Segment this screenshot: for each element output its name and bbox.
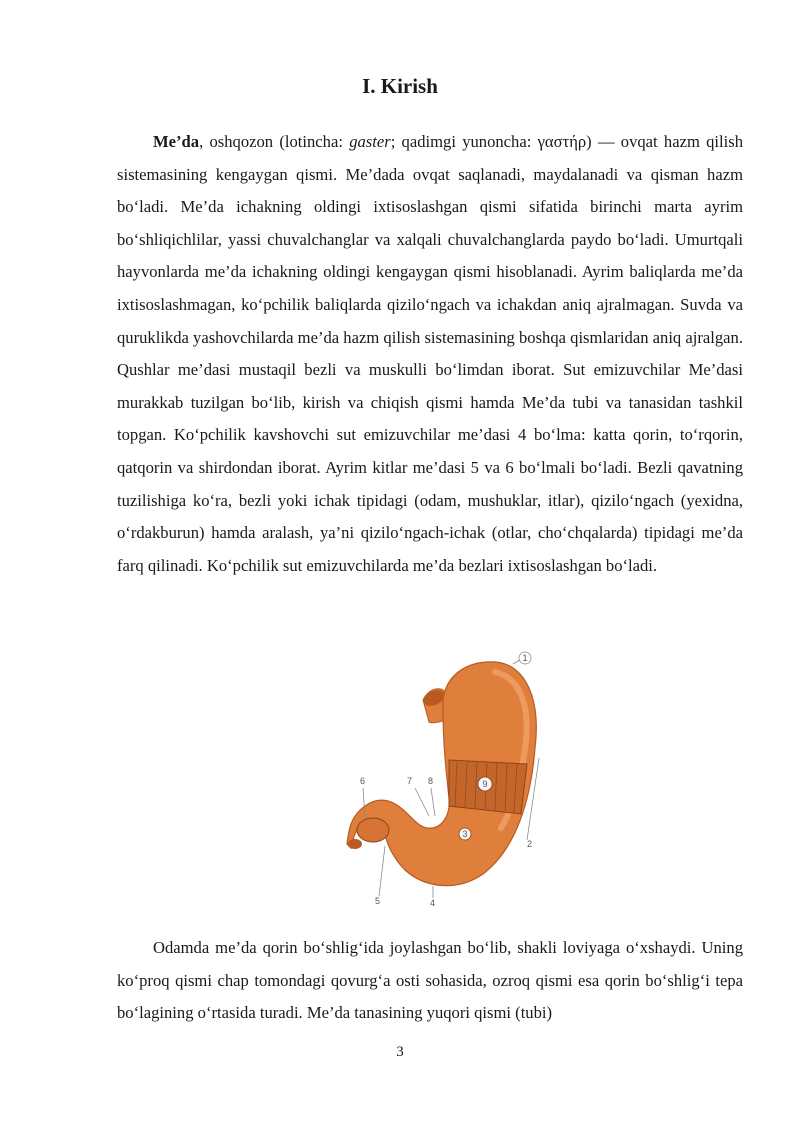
term-meda: Me’da (153, 132, 200, 151)
callout-8: 8 (428, 776, 434, 786)
callout-4: 4 (430, 898, 436, 908)
stomach-illustration (345, 648, 545, 913)
callout-1: 1 (522, 653, 528, 663)
callout-3: 3 (462, 829, 468, 839)
duodenum-opening (348, 839, 362, 849)
callout-2: 2 (527, 839, 533, 849)
latin-word: gaster (349, 132, 391, 151)
callout-9: 9 (482, 779, 488, 789)
page-number: 3 (396, 1044, 404, 1060)
body-paragraph-2: Odamda me’da qorin bo‘shlig‘ida joylashgan bo‘lib, shakli loviyaga o‘xshaydi. Uning ko‘proq qismi chap tomondagi qovurg‘a osti sohasida, ozroq qismi esa qorin bo‘shlig‘i tepa bo‘lagining o‘rtasida turadi. Me’da tanasining yuqori qismi (tubi) (117, 938, 743, 1023)
callout-6: 6 (360, 776, 366, 786)
paragraph1-body: ; qadimgi yunoncha: γαστήρ) — ovqat hazm qilish sistemasining kengaygan qismi. Me’dada ovqat saqlanadi, maydalanadi va qisman hazm bo‘ladi. Me’da ichakning oldingi ixtisoslashgan qismi sifatida birinchi marta ayrim bo‘shliqichlilar, yassi chuvalchanglar va xalqali chuvalchanglarda paydo bo‘ladi. Umurtqali hayvonlarda me’da ichakning oldingi kengaygan qismi hisoblanadi. Ayrim baliqlarda me’da ixtisoslashmagan, ko‘pchilik baliqlarda qizilo‘ngach va ichakdan aniq ajralmagan. Suvda va quruklikda yashovchilarda me’da hazm qilish sistemasining boshqa qismlaridan aniq ajralgan. Qushlar me’dasi mustaqil bezli va muskulli bo‘limdan iborat. Sut emizuvchilar Me’dasi murakkab tuzilgan bo‘lib, kirish va chiqish qismi hamda Me’da tubi va tanasidan tashkil topgan. Ko‘pchilik kavshovchi sut emizuvchilar me’dasi 4 bo‘lma: katta qorin, to‘rqorin, qatqorin va shirdondan iborat. Ayrim kitlar me’dasi 5 va 6 bo‘lmali bo‘ladi. Bezli qavatning tuzilishiga ko‘ra, bezli yoki ichak tipidagi (odam, mushuklar, itlar), qizilo‘ngach (yexidna, o‘rdakburun) hamda aralash, ya’ni qizilo‘ngach-ichak (otlar, cho‘chqalarda) tipidagi me’da farq qilinadi. Ko‘pchilik sut emizuvchilarda me’da bezlari ixtisoslashgan bo‘ladi. (117, 132, 743, 575)
callout-5: 5 (375, 896, 381, 906)
paragraph1-pre-latin: , oshqozon (lotincha: (199, 132, 350, 151)
callout-7: 7 (407, 776, 413, 786)
pylorus-ring (357, 818, 389, 842)
section-heading: I. Kirish (362, 74, 438, 98)
intro-paragraph (117, 126, 743, 582)
